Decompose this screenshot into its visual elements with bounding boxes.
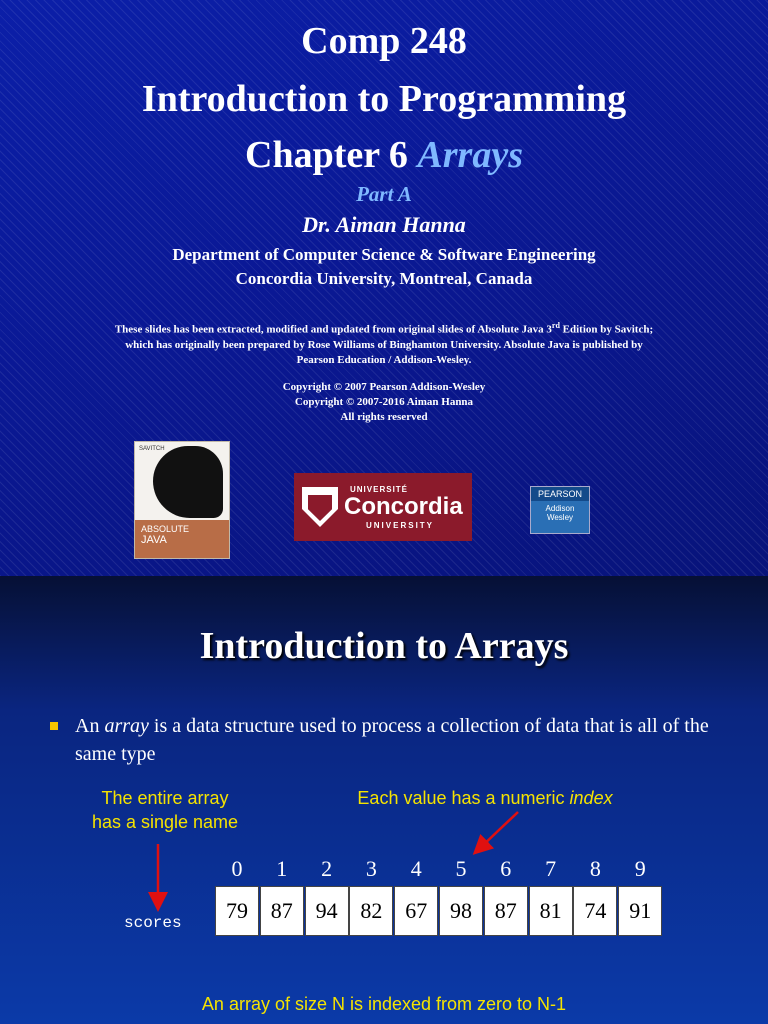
array-index: 4 [410,856,422,881]
array-cell: 91 [618,886,662,936]
label-line: has a single name [91,812,239,832]
pearson-logo [530,486,590,534]
label-line: The entire array [101,788,229,808]
course-code: Comp 248 [301,20,467,62]
logo-text: Concordia [344,493,463,520]
logo-text: Addison [545,504,575,513]
copyright-line: Copyright © 2007-2016 Aiman Hanna [294,396,474,408]
panther-icon [153,446,223,518]
logo-text: Wesley [546,513,574,522]
book-author: SAVITCH [139,446,165,452]
author-name: Dr. Aiman Hanna [302,212,466,237]
copyright-block [0,380,768,425]
logo-text: UNIVERSITÉ [350,485,409,494]
copyright-line: Copyright © 2007 Pearson Addison-Wesley [282,381,486,393]
book-title-line: ABSOLUTE [141,524,190,534]
chapter-prefix: Chapter 6 [245,134,408,176]
array-index: 2 [321,856,333,881]
array-name: scores [124,914,182,932]
array-cell: 79 [215,886,259,936]
book-cover-image [134,441,230,559]
array-index: 5 [455,856,467,881]
array-index: 8 [589,856,601,881]
chapter-topic: Arrays [417,134,523,176]
university: Concordia University, Montreal, Canada [235,269,533,288]
source-note [60,318,708,368]
note-sup: rd [551,321,560,330]
text-run: is a data structure used to process a collection of data that is all of the same type [75,715,709,765]
array-index: 1 [276,856,288,881]
arrows [0,576,768,1024]
array-cell: 67 [394,886,438,936]
note-line2: which has originally been prepared by Rose Williams of Binghamton University. Absolute Java is published by [125,338,643,351]
array-cell: 74 [573,886,617,936]
text-run: An [75,715,105,737]
arrays-slide [0,576,768,1024]
text-run: index [569,788,613,808]
part-label: Part A [356,182,412,206]
slide-title: Introduction to Arrays [199,625,569,667]
course-title: Introduction to Programming [141,78,627,120]
logo-text: UNIVERSITY [366,521,435,530]
array-index: 6 [500,856,512,881]
text-run: Each value has a numeric [357,788,570,808]
text-run: array [104,715,149,737]
array-index: 0 [231,856,243,881]
book-title-line: JAVA [141,534,167,546]
footer-note: An array of size N is indexed from zero to N-1 [201,994,567,1014]
array-cell: 87 [484,886,528,936]
note-line3: Pearson Education / Addison-Wesley. [296,353,472,366]
copyright-line: All rights reserved [340,411,428,423]
array-cell: 87 [260,886,304,936]
array-cell: 81 [529,886,573,936]
book-title [135,520,229,558]
concordia-logo [294,473,472,541]
array-cell: 94 [305,886,349,936]
note-line1b: Edition by Savitch; [559,323,654,336]
arrow-diagonal-icon [480,812,518,848]
logo-text: PEARSON [531,487,589,501]
array-cell: 82 [349,886,393,936]
chapter-title [0,134,768,176]
affiliation [0,243,768,291]
array-index: 3 [365,856,377,881]
note-line1: These slides has been extracted, modified and updated from original slides of Absolute Java 3 [114,323,552,336]
array-index: 7 [545,856,557,881]
array-cell: 98 [439,886,483,936]
array-index: 9 [634,856,646,881]
department: Department of Computer Science & Software Engineering [172,245,596,264]
